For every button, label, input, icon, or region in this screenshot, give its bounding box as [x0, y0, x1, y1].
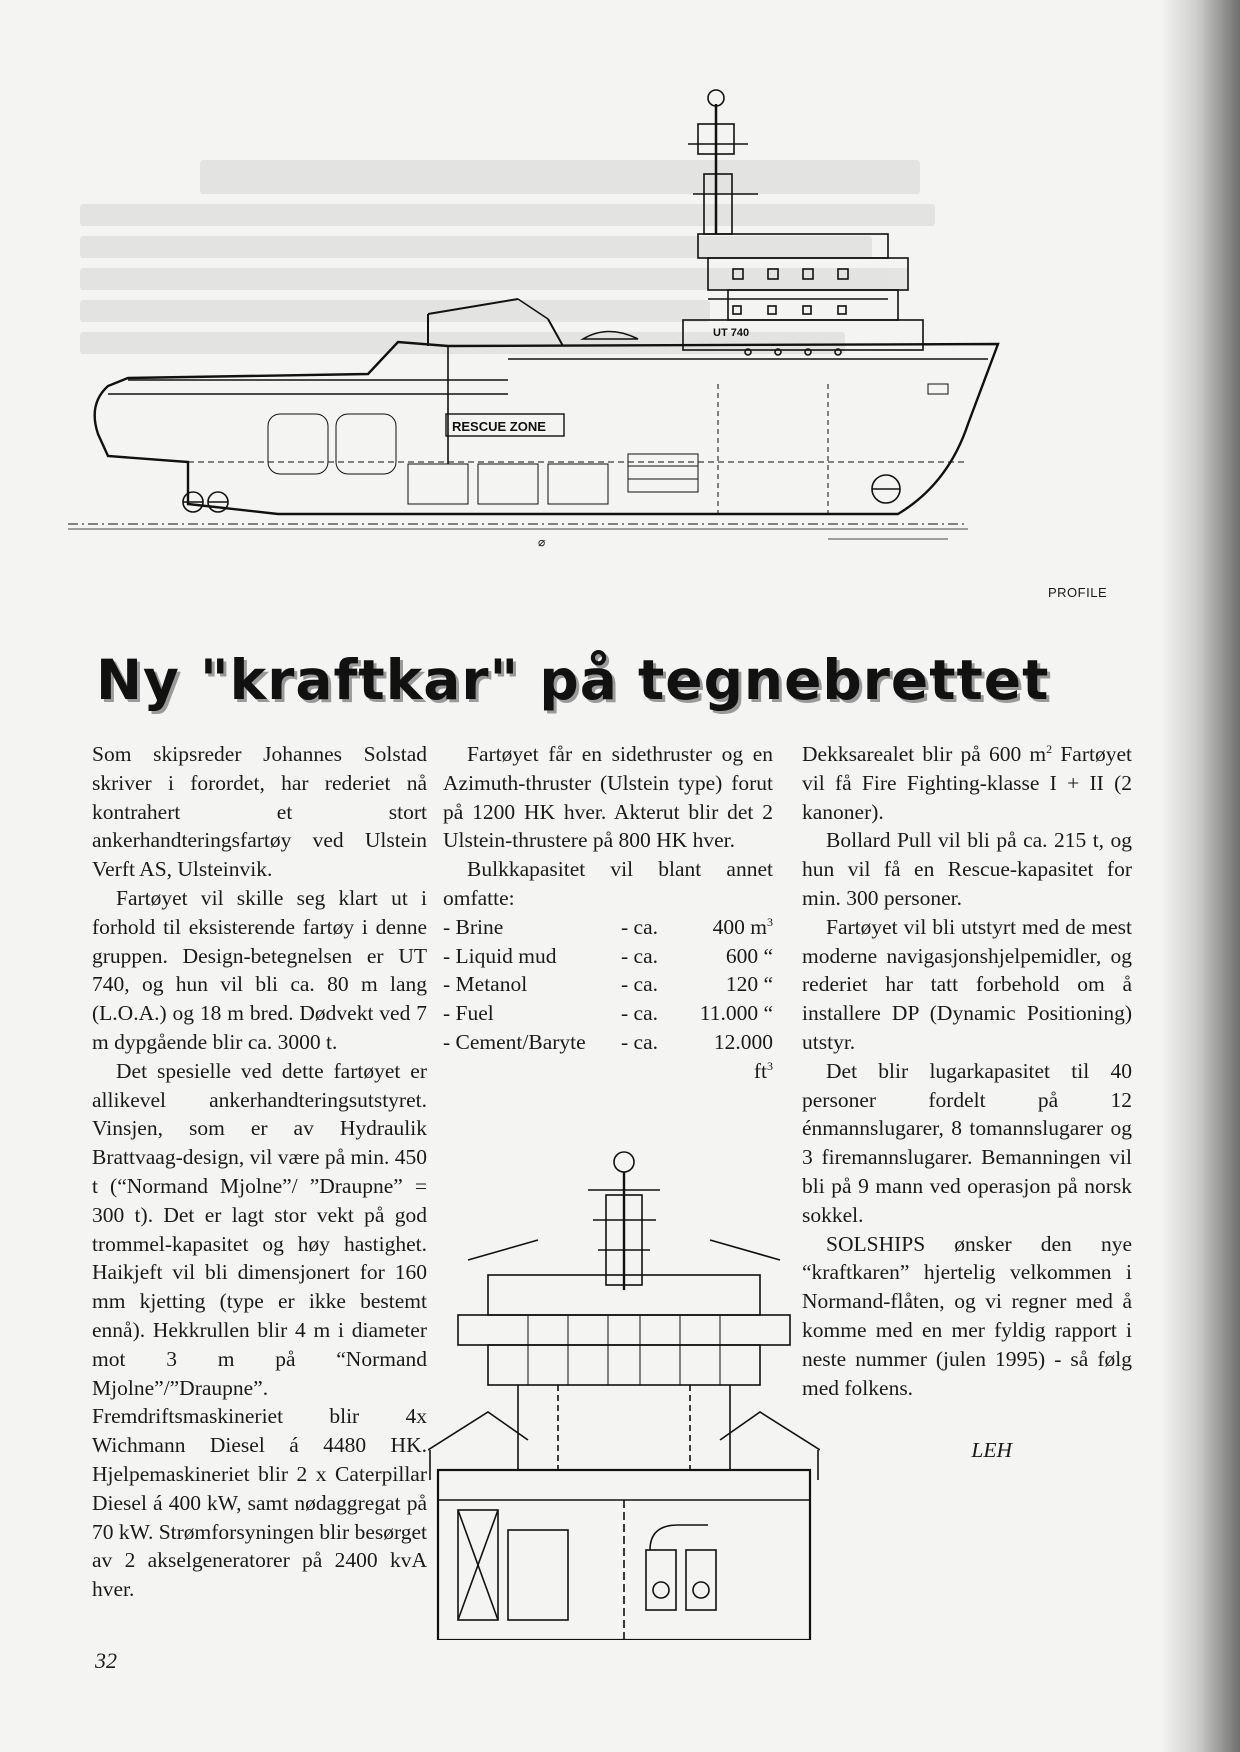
article-column-1	[92, 740, 427, 1604]
bulk-name: - Brine	[443, 914, 504, 939]
col2-paragraph-2: Bulkkapasitet vil blant annet omfatte:	[443, 857, 773, 910]
bulk-name: - Cement/Baryte	[443, 1029, 586, 1054]
bulk-name: - Fuel	[443, 1001, 494, 1026]
col1-paragraph-1: Som skipsreder Johannes Solstad skriver i forordet, har rederiet nå kontrahert et stort ankerhandteringsfartøy ved Ulstein Verft AS, Ulsteinvik.	[92, 742, 427, 882]
bulk-row	[443, 1028, 773, 1086]
article-column-2	[443, 740, 773, 1086]
bulk-name: - Liquid mud	[443, 943, 557, 968]
bulk-ca: - ca.	[621, 914, 658, 939]
col3-paragraph-1: Dekksarealet blir på 600 $m^2$ Fartøyet vil få Fire Fighting-klasse I + II (2 kanoner).	[802, 741, 1132, 824]
bulk-value: 11.000 “	[699, 1001, 773, 1026]
bulk-ca: - ca.	[621, 943, 658, 968]
bulk-row	[443, 970, 773, 999]
bulk-ca: - ca.	[621, 1029, 658, 1054]
bulk-value: 12.000 $ft^3$	[713, 1029, 773, 1083]
article-column-3	[802, 740, 1132, 1465]
article-headline: Ny "kraftkar" på tegnebrettet	[96, 648, 1050, 712]
bulk-row	[443, 999, 773, 1028]
bulk-value: 120 “	[725, 972, 773, 997]
col3-paragraph-2: Bollard Pull vil bli på ca. 215 t, og hun vil få en Rescue-kapasitet for min. 300 personer.	[802, 828, 1132, 910]
bulk-capacity-list	[443, 913, 773, 1086]
rescue-zone-label: RESCUE ZONE	[452, 419, 546, 434]
col3-paragraph-5: SOLSHIPS ønsker den nye “kraftkaren” hjertelig velkommen i Normand-flåten, og vi regner med å komme med en mer fyldig rapport i neste nummer (julen 1995) - så følg med folkens.	[802, 1231, 1132, 1400]
ut740-label: UT 740	[713, 327, 750, 339]
page-edge-shadow	[1160, 0, 1240, 1752]
profile-label: PROFILE	[1048, 585, 1108, 600]
ship-profile-drawing	[68, 84, 1120, 614]
bulk-row	[443, 913, 773, 942]
page-number: 32	[95, 1648, 117, 1673]
bulk-ca: - ca.	[621, 972, 658, 997]
bulk-name: - Metanol	[443, 972, 528, 997]
col3-paragraph-4: Det blir lugarkapasitet til 40 personer fordelt på 12 énmannslugarer, 8 tomannslugarer og 3 firemannslugarer. Bemanningen vil bli på 9 mann ved operasjon på norsk sokkel.	[802, 1058, 1132, 1227]
col1-paragraph-2: Fartøyet vil skille seg klart ut i forhold til eksisterende fartøy i denne gruppen. Design-betegnelsen er UT 740, og hun vil bli ca. 80 m lang (L.O.A.) og 18 m bred. Dødvekt ved 7 m dypgående blir ca. 3000 t.	[92, 885, 427, 1054]
bulk-value: 600 “	[725, 943, 773, 968]
bulk-row	[443, 942, 773, 971]
svg-text:⌀: ⌀	[538, 535, 546, 549]
bulk-value: 400 $m^3$	[712, 914, 773, 939]
ship-front-view-drawing	[428, 1150, 820, 1640]
author-signature: LEH	[971, 1438, 1012, 1463]
bulk-ca: - ca.	[621, 1001, 658, 1026]
col1-paragraph-3: Det spesielle ved dette fartøyet er allikevel ankerhandteringsutstyret. Vinsjen, som er av Hydraulik Brattvaag-design, vil være på min. 450 t (“Normand Mjolne”/ ”Draupne” = 300 t). Det er lagt stor vekt på god trommel-kapasitet og høy hastighet. Haikjeft vil bli dimensjonert for 160 mm kjetting (type er ikke bestemt ennå). Hekkrullen blir 4 m i diameter mot 3 m på “Normand Mjolne”/”Draupne”. Fremdriftsmaskineriet blir 4x Wichmann Diesel á 4480 HK. Hjelpemaskineriet blir 2 x Caterpillar Diesel á 400 kW, samt nødaggregat på 70 kW. Strømforsyningen blir besørget av 2 akselgeneratorer på 2400 kvA hver.	[92, 1058, 428, 1602]
col3-paragraph-3: Fartøyet vil bli utstyrt med de mest moderne navigasjonshjelpemidler, og rederiet har tatt forbehold om å installere DP (Dynamic Positioning) utstyr.	[802, 914, 1132, 1054]
col2-paragraph-1: Fartøyet får en sidethruster og en Azimuth-thruster (Ulstein type) forut på 1200 HK hver. Akterut blir det 2 Ulstein-thrustere på 800 HK hver.	[443, 742, 773, 853]
